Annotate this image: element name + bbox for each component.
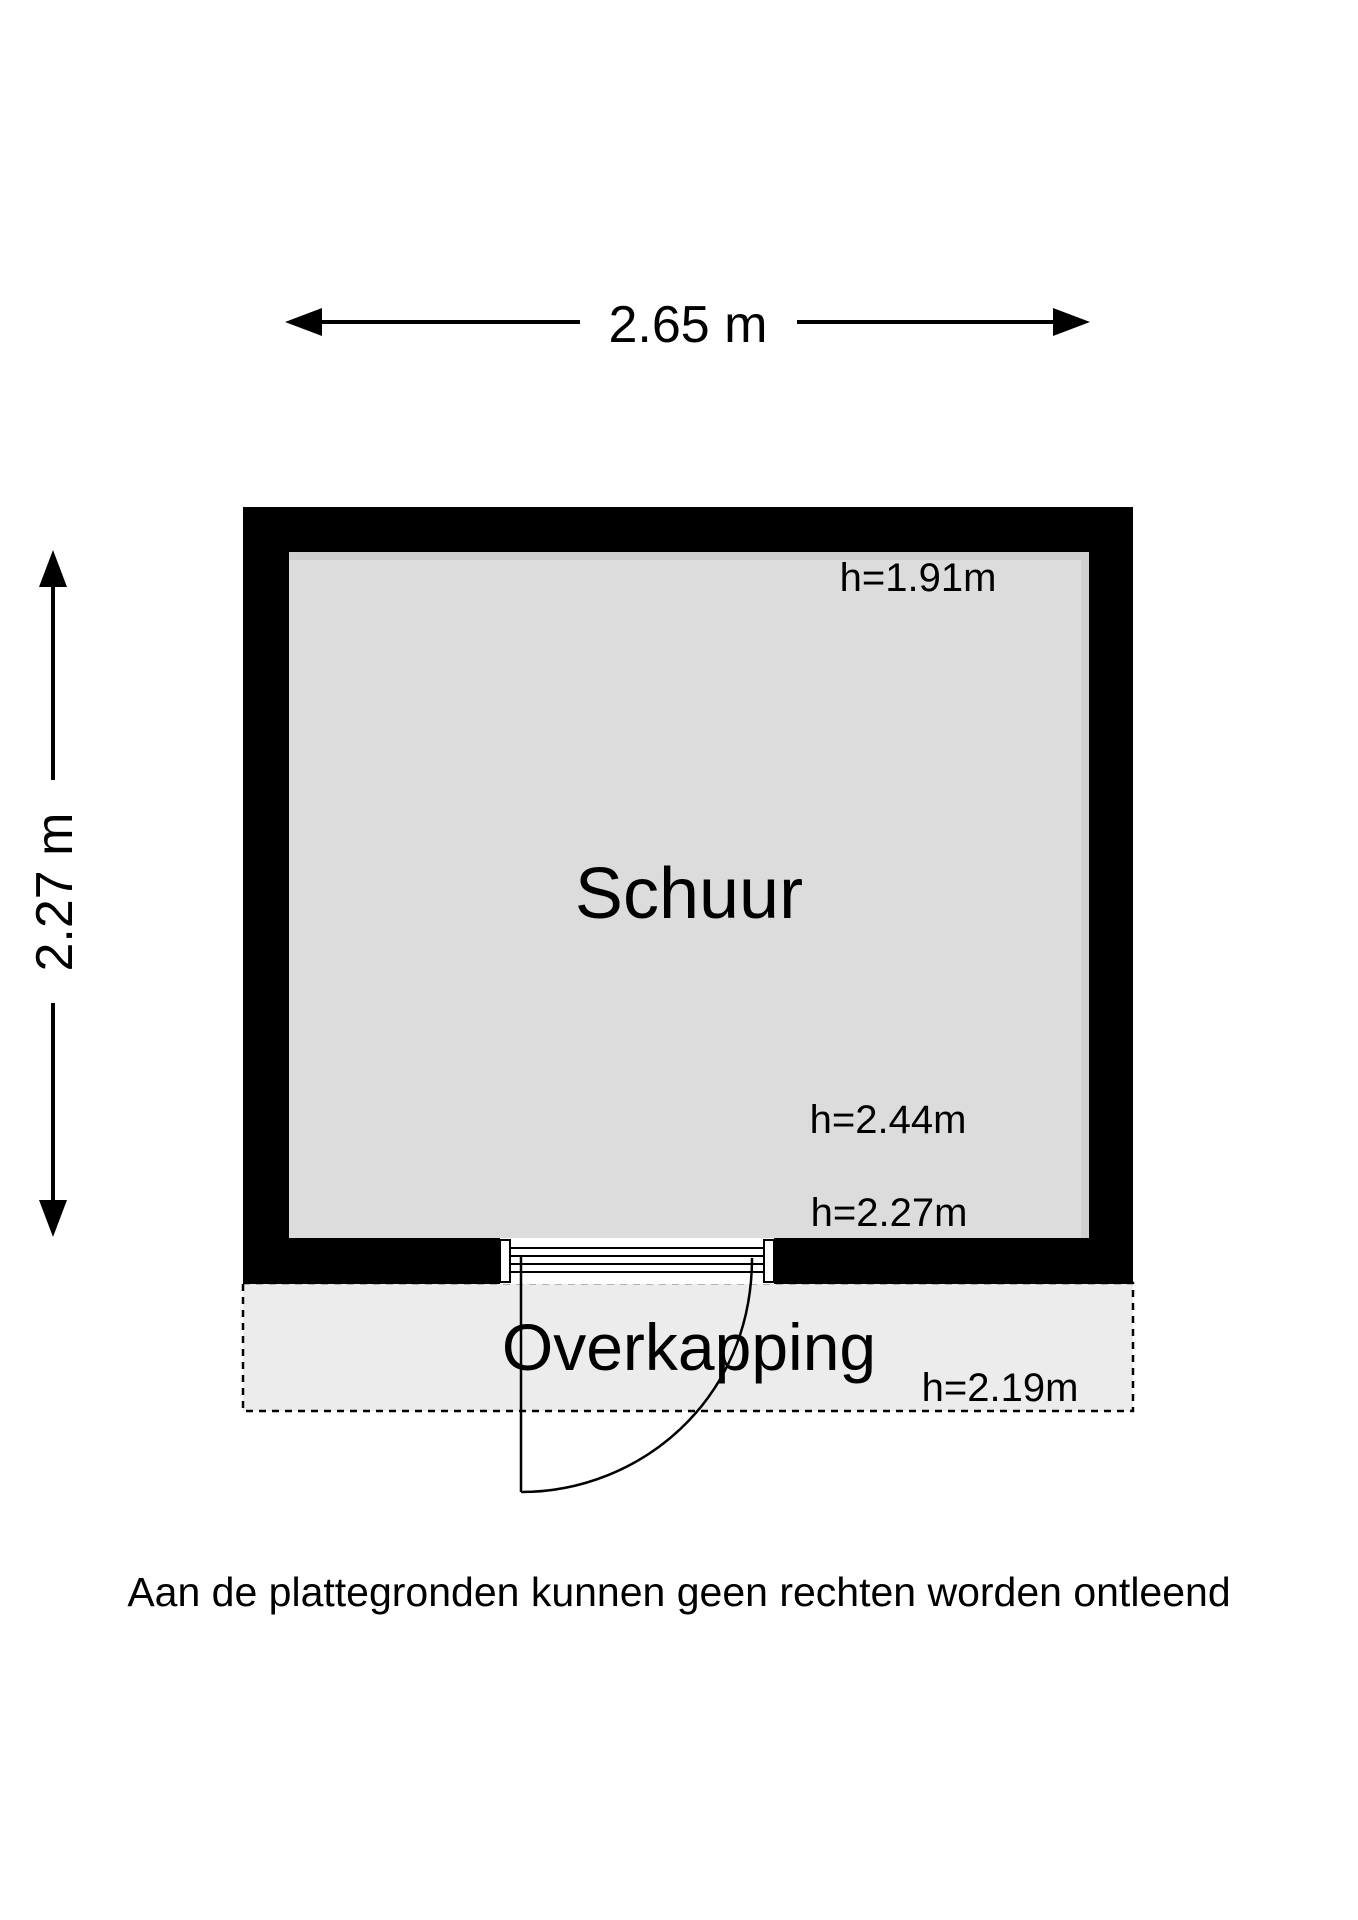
- arrow-down-icon: [39, 1200, 67, 1237]
- width-dimension-label: 2.65 m: [608, 296, 768, 354]
- door-frame-right: [764, 1240, 774, 1282]
- arrow-up-icon: [39, 550, 67, 587]
- disclaimer-text: Aan de plattegronden kunnen geen rechten worden ontleend: [127, 1569, 1231, 1615]
- door-frame-left: [500, 1240, 510, 1282]
- height-label-overkapping: h=2.19m: [921, 1366, 1079, 1410]
- arrow-left-icon: [285, 308, 322, 336]
- room-label-overkapping: Overkapping: [501, 1310, 877, 1384]
- height-label-schuur-1: h=1.91m: [839, 556, 997, 600]
- depth-dimension-label: 2.27 m: [26, 812, 84, 972]
- depth-dimension: [26, 550, 84, 1237]
- shed-floor-shade-right: [1081, 552, 1089, 1238]
- door-opening: [500, 1238, 774, 1284]
- width-dimension: [285, 296, 1090, 354]
- height-label-schuur-3: h=2.27m: [810, 1191, 968, 1235]
- room-label-schuur: Schuur: [574, 854, 804, 934]
- arrow-right-icon: [1053, 308, 1090, 336]
- height-label-schuur-2: h=2.44m: [809, 1098, 967, 1142]
